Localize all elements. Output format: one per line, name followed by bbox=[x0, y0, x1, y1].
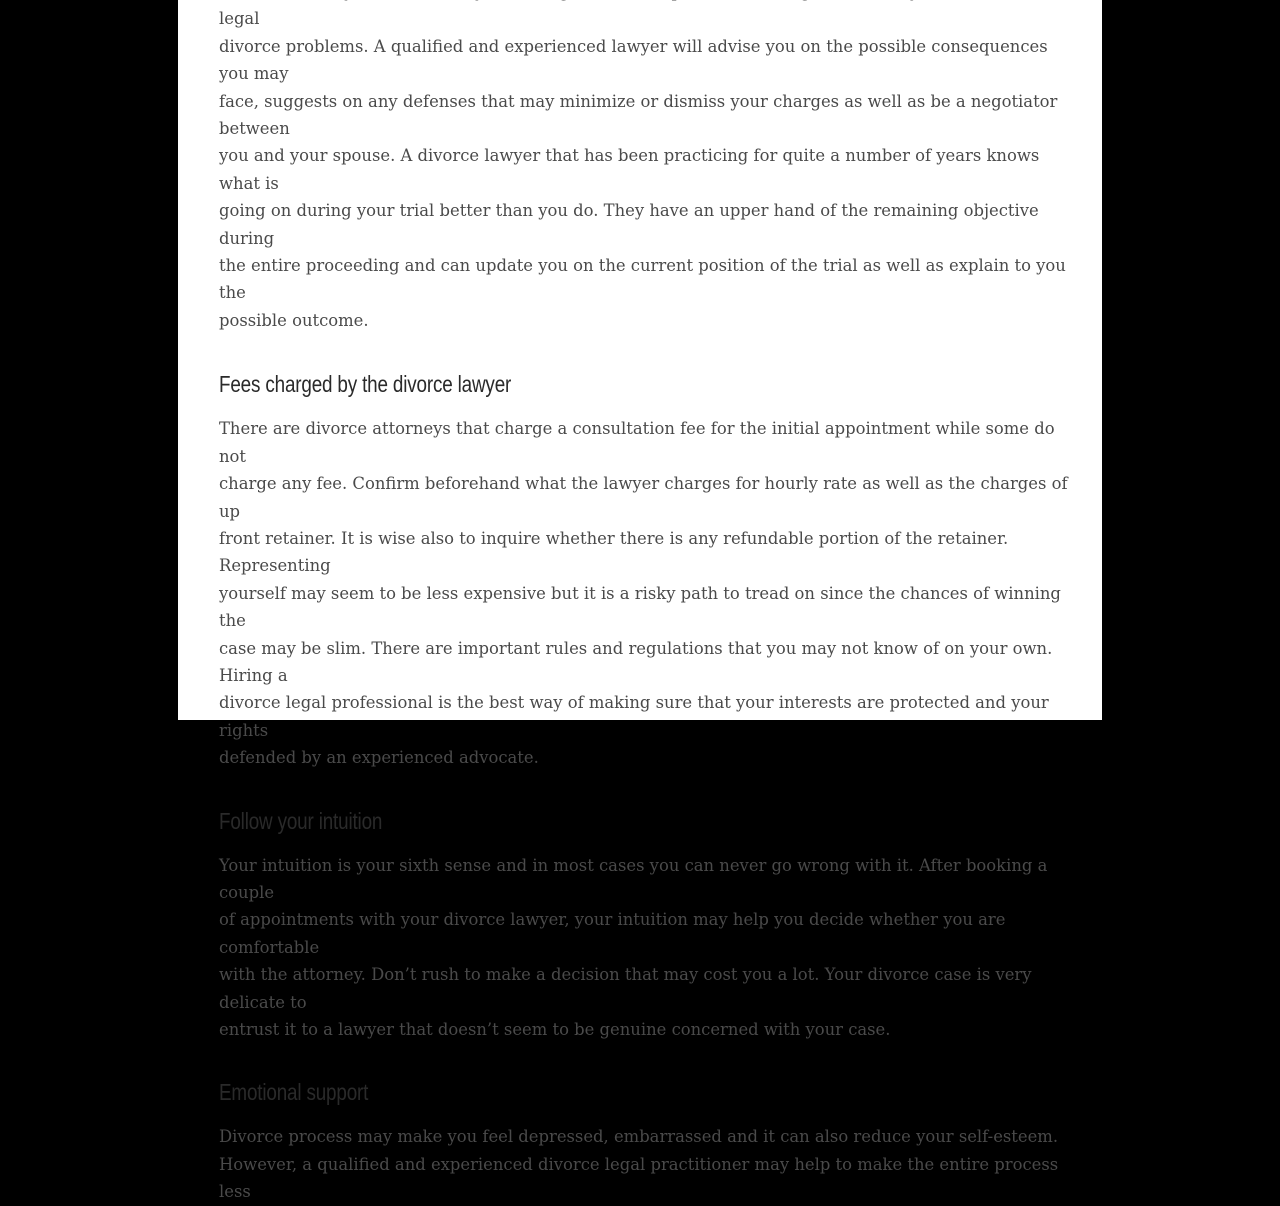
intro-paragraph: legal divorce problems. A qualified and experienced lawyer will advise you on the possible consequences you may face, suggests on any defenses that may minimize or dismiss your charges as well as be a negotiator between you and your spouse. A divorce lawyer that has been practicing for quite a number of years knows what is going on during your trial better than you do. They have an upper hand of the remaining objective during the entire proceeding and can update you on the current position of the trial as well as explain to you the possible outcome. bbox=[219, 9, 1066, 330]
paragraph-intuition: Your intuition is your sixth sense and in most cases you can never go wrong with it. After booking a couple of appointments with your divorce lawyer, your intuition may help you decide whether you are comfortable with the attorney. Don’t rush to make a decision that may cost you a lot. Your divorce case is very delicate to entrust it to a lawyer that doesn’t seem to be genuine concerned with your case. bbox=[219, 855, 1048, 1039]
heading-fees: Fees charged by the divorce lawyer bbox=[219, 371, 512, 398]
heading-emotional-support: Emotional support bbox=[219, 1079, 369, 1106]
paragraph-fees: There are divorce attorneys that charge a consultation fee for the initial appointment while some do not charge any fee. Confirm beforehand what the lawyer charges for hourly rate as well as the charges of up front retainer. It is wise also to inquire whether there is any refundable portion of the retainer. Representing yourself may seem to be less expensive but it is a risky path to tread on since the chances of winning the case may be slim. There are important rules and regulations that you may not know of on your own. Hiring a divorce legal professional is the best way of making sure that your interests are protected and your rights defended by an experienced advocate. bbox=[219, 419, 1068, 768]
heading-intuition: Follow your intuition bbox=[219, 807, 383, 834]
article-body bbox=[219, 0, 1075, 1206]
paragraph-emotional-support: Divorce process may make you feel depressed, embarrassed and it can also reduce your self-esteem. However, a qualified and experienced divorce legal practitioner may help to make the entire process less bbox=[219, 1127, 1059, 1202]
page-content bbox=[178, 0, 1102, 1202]
